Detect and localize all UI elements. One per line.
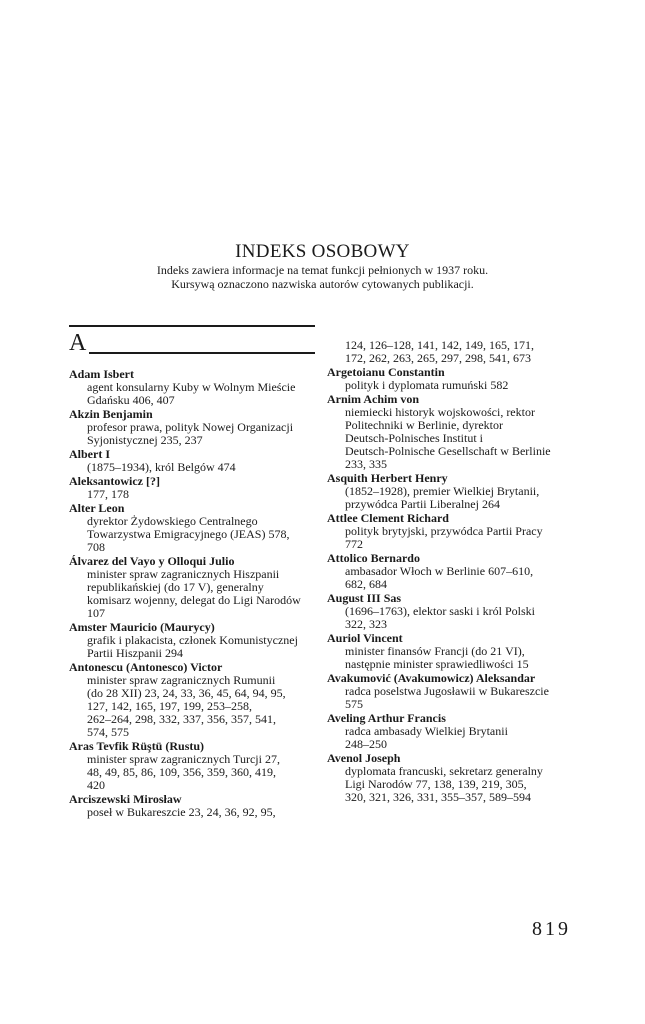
entry-description-line: 262–264, 298, 332, 337, 356, 357, 541, [87,712,276,726]
entry-name: Aveling Arthur Francis [327,711,446,725]
entry-description-line: Deutsch-Polnisches Institut i [345,431,483,445]
entry-description [327,605,579,631]
entry-description [69,515,321,554]
entry-description-line: republikańskiej (do 17 V), generalny [87,580,264,594]
entry-description-line: Deutsch-Polnische Gesellschaft w Berlinie [345,444,551,458]
entry-description-line: 177, 178 [87,487,129,501]
entry-name: Avenol Joseph [327,751,401,765]
index-entry [69,502,321,554]
index-entry [327,472,579,511]
index-introduction [0,263,645,291]
index-entry [327,752,579,804]
entry-name: Alter Leon [69,501,125,515]
intro-line: Kursywą oznaczono nazwiska autorów cytowanych publikacji. [171,277,474,291]
entry-description-line: niemiecki historyk wojskowości, rektor [345,405,535,419]
index-column-left [69,368,321,820]
entry-description [69,381,321,407]
entry-description-line: 233, 335 [345,457,387,471]
entry-name: Asquith Herbert Henry [327,471,448,485]
index-entry [327,712,579,751]
entry-description-line: 682, 684 [345,577,387,591]
entry-name: Antonescu (Antonesco) Victor [69,660,223,674]
index-entry [69,740,321,792]
entry-description [327,685,579,711]
continued-entry-line: 172, 262, 263, 265, 297, 298, 541, 673 [345,351,531,365]
index-entry [69,448,321,474]
entry-description-line: ambasador Włoch w Berlinie 607–610, [345,564,534,578]
entry-description-line: 322, 323 [345,617,387,631]
entry-name: Albert I [69,447,110,461]
entry-name: Arnim Achim von [327,392,420,406]
entry-description [327,525,579,551]
entry-name: Attolico Bernardo [327,551,420,565]
intro-line: Indeks zawiera informacje na temat funkcji pełnionych w 1937 roku. [156,263,489,277]
index-entry [327,512,579,551]
entry-name: Aras Tevfik Rüştü (Rustu) [69,739,205,753]
entry-description-line: 574, 575 [87,725,129,739]
entry-description [327,645,579,671]
entry-description-line: minister spraw zagranicznych Hiszpanii [87,567,280,581]
entry-description [69,488,321,501]
entry-name: August III Sas [327,591,402,605]
entry-description-line: 708 [87,540,105,554]
index-entry [69,661,321,739]
entry-description [69,421,321,447]
entry-name: Avakumović (Avakumowicz) Aleksandar [327,671,536,685]
entry-description-line: 320, 321, 326, 331, 355–357, 589–594 [345,790,531,804]
entry-description [327,406,579,471]
entry-description [327,765,579,804]
entry-description-line: radca poselstwa Jugosławii w Bukareszcie [345,684,549,698]
entry-description-line: polityk i dyplomata rumuński 582 [345,378,509,392]
index-entry [69,621,321,660]
index-entry [327,366,579,392]
entry-description-line: Towarzystwa Emigracyjnego (JEAS) 578, [87,527,290,541]
index-entry [327,672,579,711]
page-number: 819 [532,918,571,940]
entry-description-line: Politechniki w Berlinie, dyrektor [345,418,503,432]
entry-description-line: (1696–1763), elektor saski i król Polski [345,604,535,618]
entry-description-line: agent konsularny Kuby w Wolnym Mieście [87,380,296,394]
section-letter-rule [89,352,315,354]
entry-description-line: minister finansów Francji (do 21 VI), [345,644,525,658]
entry-description-line: 772 [345,537,363,551]
entry-description-line: minister spraw zagranicznych Turcji 27, [87,752,280,766]
entry-description-line: 48, 49, 85, 86, 109, 356, 359, 360, 419, [87,765,276,779]
entry-description-line: Ligi Narodów 77, 138, 139, 219, 305, [345,777,527,791]
entry-name: Álvarez del Vayo y Olloqui Julio [69,554,235,568]
entry-description [327,565,579,591]
entry-description [69,461,321,474]
index-entry [69,408,321,447]
index-entry [69,555,321,620]
entry-description [69,568,321,620]
index-entry [327,552,579,591]
entry-description-line: Syjonistycznej 235, 237 [87,433,203,447]
entry-description [69,674,321,739]
index-entry [69,793,321,819]
entry-name: Amster Mauricio (Maurycy) [69,620,215,634]
entry-name: Auriol Vincent [327,631,403,645]
continued-entry-line: 124, 126–128, 141, 142, 149, 165, 171, [345,338,534,352]
entry-description-line: (1852–1928), premier Wielkiej Brytanii, [345,484,540,498]
entry-name: Aleksantowicz [?] [69,474,160,488]
entry-name: Adam Isbert [69,367,134,381]
entry-description-line: (do 28 XII) 23, 24, 33, 36, 45, 64, 94, 95, [87,686,286,700]
entry-description [69,753,321,792]
entry-description-line: 575 [345,697,363,711]
index-entry [69,475,321,501]
continued-entry [327,339,579,365]
section-letter: A [69,330,87,356]
entry-description-line: polityk brytyjski, przywódca Partii Pracy [345,524,543,538]
section-letter-heading [69,330,315,356]
entry-description [327,485,579,511]
entry-description-line: poseł w Bukareszcie 23, 24, 36, 92, 95, [87,805,276,819]
entry-name: Attlee Clement Richard [327,511,449,525]
index-column-right [327,339,579,805]
entry-description-line: grafik i plakacista, członek Komunistycznej [87,633,298,647]
entry-description-line: (1875–1934), król Belgów 474 [87,460,236,474]
index-entry [327,592,579,631]
entry-description-line: 420 [87,778,105,792]
entry-description-line: Partii Hiszpanii 294 [87,646,183,660]
index-entry [327,393,579,471]
entry-description-line: następnie minister sprawiedliwości 15 [345,657,529,671]
entry-description-line: 107 [87,606,105,620]
entry-description-line: radca ambasady Wielkiej Brytanii [345,724,508,738]
entry-description-line: 248–250 [345,737,387,751]
entry-description-line: dyplomata francuski, sekretarz generalny [345,764,543,778]
index-entry [327,632,579,671]
entry-description-line: dyrektor Żydowskiego Centralnego [87,514,258,528]
entry-description [69,806,321,819]
entry-name: Akzin Benjamin [69,407,153,421]
entry-description [69,634,321,660]
entry-description-line: przywódca Partii Liberalnej 264 [345,497,500,511]
entry-description-line: Gdańsku 406, 407 [87,393,175,407]
entry-description-line: minister spraw zagranicznych Rumunii [87,673,276,687]
entry-name: Arciszewski Mirosław [69,792,182,806]
page-title: INDEKS OSOBOWY [235,241,410,262]
index-entry [69,368,321,407]
entry-description [327,379,579,392]
section-top-rule [69,325,315,327]
entry-description-line: komisarz wojenny, delegat do Ligi Narodów [87,593,301,607]
entry-description-line: profesor prawa, polityk Nowej Organizacji [87,420,294,434]
entry-description-line: 127, 142, 165, 197, 199, 253–258, [87,699,252,713]
entry-name: Argetoianu Constantin [327,365,445,379]
entry-description [327,725,579,751]
